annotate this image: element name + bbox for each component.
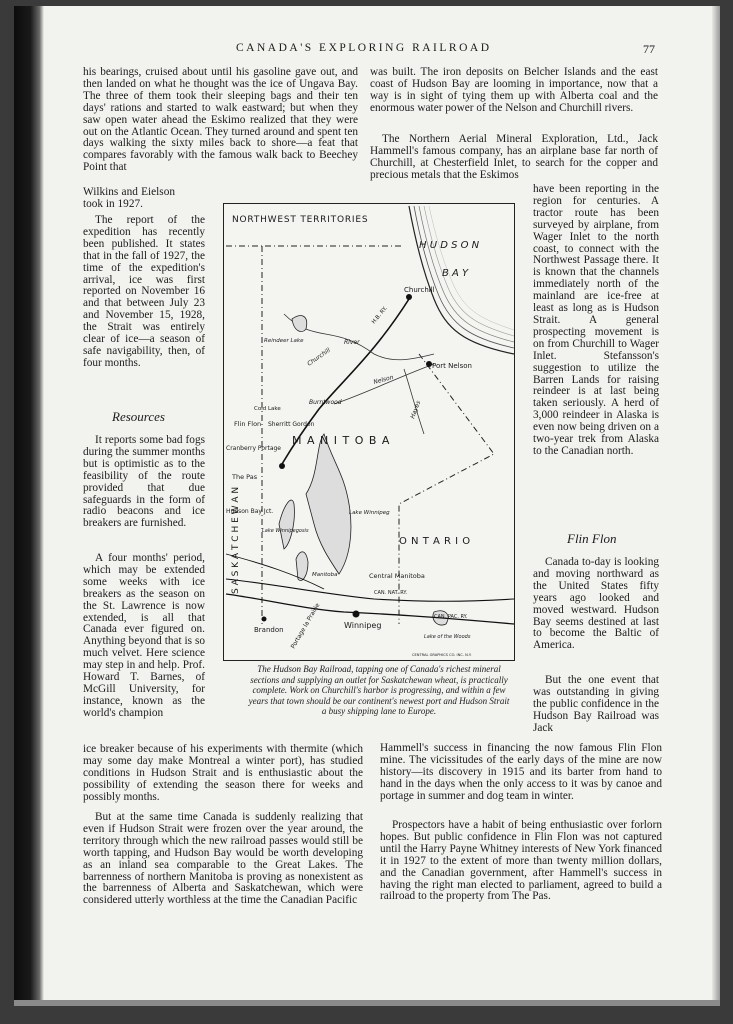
manitoba-ontario-boundary (399, 354, 494, 624)
map-credit: CENTRAL GRAPHICS CO. INC. N.Y. (412, 653, 472, 657)
label-hudson: H U D S O N (419, 240, 480, 251)
brandon-dot (262, 617, 267, 622)
map-drawing (224, 204, 514, 660)
right-paragraph-2b: have been reporting in the region for centuries. A tractor route has been surveyed by airplane, from Wager Inlet to the north coast, to connect with the Northwest Passage there. It is known that the channels immediately north of the mainland are ice-free at least as long as is Hudson Strait. A general prospecting movement is on from Churchill to Wager Inlet. Stefansson's suggestion to utilize the Barren Lands for raising reindeer is at last being taken seriously. A herd of 3,000 reindeer in Alaska is even now being driven on a two-year trek from Alaska to the Canadian north. (533, 183, 659, 457)
lake-manitoba (296, 552, 308, 581)
label-sherritt-gordon: Sherritt Gordon (268, 421, 315, 428)
right-paragraph-5: Prospectors have a habit of being enthusiastic over forlorn hopes. But public confidence in Flin Flon was not captured until the Harry Payne Whitney interests of New York financed it in 1927 to the extent of more than twenty million dollars, and the Canadian government, after Hammell's success in having the right man elected to parliament, agreed to build a railroad to the property from The Pas. (380, 819, 662, 903)
label-ontario: O N T A R I O (399, 536, 471, 547)
label-reindeer-lake: Reindeer Lake (264, 338, 304, 344)
the-pas-dot (279, 463, 285, 469)
label-lake-winnipeg: Lake Winnipeg (349, 510, 390, 516)
label-portage-la-prairie: Portage la Prairie (289, 601, 322, 650)
page-edge (712, 6, 720, 1006)
label-flin-flon: Flin Flon (234, 420, 262, 428)
label-winnipeg: Winnipeg (344, 621, 382, 630)
lake-winnipegosis (279, 500, 294, 549)
subhead-resources: Resources (112, 409, 165, 424)
label-can-pac-ry: CAN. PAC. RY. (434, 614, 468, 620)
binding-shadow (14, 6, 44, 1006)
label-river: River (344, 339, 360, 346)
label-nelson: Nelson (372, 373, 395, 386)
page-bottom-edge (14, 1000, 720, 1006)
label-burntwood: Burntwood (309, 399, 342, 406)
label-lake-of-the-woods: Lake of the Woods (424, 634, 471, 640)
right-paragraph-1: was built. The iron deposits on Belcher Islands and the east coast of Hudson Bay are looming in importance, now that a way is in sight of tying them up with Alberta coal and the enormous water power of the Nelson and Churchill rivers. (370, 66, 658, 114)
page-number: 77 (643, 42, 655, 56)
left-paragraph-4: A four months' period, which may be extended some weeks with ice breakers as the season on the St. Lawrence is now extended, is all that Canada ever figured on. Anything beyond that is so much velvet. Here science may step in and help. Prof. Howard T. Barnes, of McGill University, for instance, known as the world's champion (83, 552, 205, 719)
label-lake-manitoba: Manitoba (312, 572, 338, 578)
lake-winnipeg (306, 434, 351, 574)
label-can-nat-ry: CAN. NAT. RY. (374, 590, 408, 596)
reindeer-lake (292, 316, 307, 332)
canadian-national-railway (226, 579, 514, 601)
right-paragraph-2: The Northern Aerial Mineral Exploration, Ltd., Jack Hammell's famous company, has an airplane base far north of Churchill, at Chesterfield Inlet, to search for the copper and precious metals that the Eskimos (370, 133, 658, 181)
left-paragraph-3: It reports some bad fogs during the summer months but is optimistic as to the feasibility of the route provided that due safeguards in the form of radio beacons and ice breakers are furnished. (83, 434, 205, 530)
label-northwest-territories: NORTHWEST TERRITORIES (232, 215, 369, 225)
label-h-b-ry: H.B. RY. (370, 305, 389, 326)
hudson-bay-coast (409, 206, 514, 354)
label-cold-lake: Cold Lake (254, 406, 281, 412)
churchill-dot (406, 294, 412, 300)
left-paragraph-5: But at the same time Canada is suddenly realizing that even if Hudson Strait were frozen over the year around, the territory through which the new railroad passes would still be worth tapping, and Hudson Bay would be worth developing as an inland sea comparable to the Great Lakes. The barrenness of northern Manitoba is proving as nonexistent as the barrenness of Alberta and Saskatchewan, which were considered utterly worthless at the time the Canadian Pacific (83, 811, 363, 907)
hudson-bay-railroad-map (223, 203, 515, 661)
winnipeg-dot (353, 611, 360, 618)
left-paragraph-4b: ice breaker because of his experiments with thermite (which may some day make Montreal a winter port), has studied conditions in Hudson Strait and is enthusiastic about the possibility of extending the season there for weeks and possibly months. (83, 743, 363, 803)
left-paragraph-1: his bearings, cruised about until his gasoline gave out, and then landed on what he thought was the ice of Ungava Bay. The three of them took their sleeping bags and their ten days' rations and started to walk eastward; but when they saw open water ahead the Eskimo realized that they were out on the Atlantic Ocean. They turned around and spent ten days walking the sixty miles back to shore—a feat that compares favorably with the famous walk back to Beechey Point that (83, 66, 358, 174)
label-cranberry-portage: Cranberry Portage (226, 445, 281, 452)
label-brandon: Brandon (254, 626, 284, 634)
right-paragraph-4b: Hammell's success in financing the now famous Flin Flon mine. The vicissitudes of the early days of the mine are now history—its discovery in 1915 and its barter from hand to hand in the days when the only access to it was by canoe and portage in summer and dog team in winter. (380, 742, 662, 802)
label-port-nelson: Port Nelson (432, 362, 472, 370)
right-paragraph-3: Canada to-day is looking and moving northward as the United States fifty years ago looked and moved westward. Hudson Bay seems destined at last to become the Baltic of America. (533, 556, 659, 652)
subhead-flin-flon: Flin Flon (567, 531, 617, 546)
left-paragraph-1b: Wilkins and Eielson took in 1927. (83, 186, 175, 210)
label-lake-winnipegosis: Lake Winnipegosis (262, 528, 309, 534)
nelson-river (334, 364, 434, 404)
label-bay: B A Y (442, 268, 469, 279)
label-saskatchewan: S A S K A T C H E W A N (231, 486, 241, 594)
label-the-pas: The Pas (232, 473, 258, 481)
label-hudson-bay-jct: Hudson Bay Jct. (226, 508, 274, 515)
label-churchill-river: Churchill (306, 346, 332, 368)
right-paragraph-4: But the one event that was outstanding in giving the public confidence in the Hudson Bay Railroad was Jack (533, 674, 659, 734)
running-head: CANADA'S EXPLORING RAILROAD (236, 42, 492, 54)
left-paragraph-2: The report of the expedition has recently been published. It states that in the fall of 1927, the time of the expedition's arrival, ice was first reported on November 16 and that between July 23 and November 15, 1928, the Strait was entirely clear of ice—a season of safe navigability, then, of four months. (83, 214, 205, 369)
map-caption: The Hudson Bay Railroad, tapping one of Canada's richest mineral sections and supplying an outlet for Saskatchewan wheat, is practically complete. Work on Churchill's harbor is progressing, and within a few years that town should be our continent's newest port and Hudson Strait a busy shipping lane to Europe. (248, 664, 510, 717)
label-manitoba: M A N I T O B A (292, 434, 391, 447)
label-central-manitoba: Central Manitoba (369, 572, 425, 580)
label-hayes: Hayes (409, 399, 423, 420)
label-churchill: Churchill (404, 286, 435, 294)
hayes-river (404, 369, 424, 434)
